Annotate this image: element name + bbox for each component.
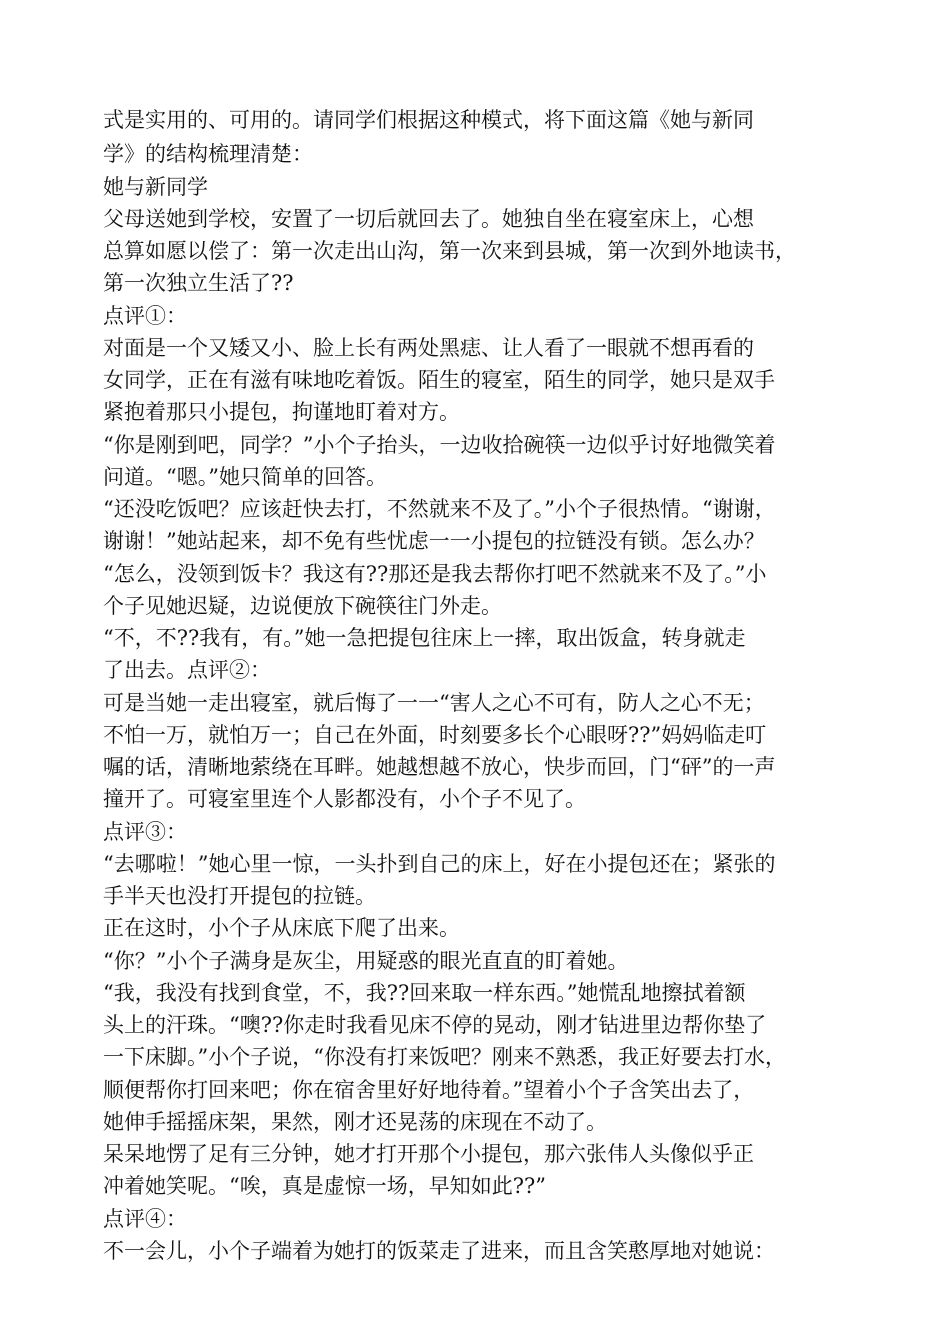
- comment-label: 点评④：: [103, 1207, 187, 1231]
- text-line: 不怕一万，就怕万一；自己在外面，时刻要多长个心眼呀??”妈妈临走叮: [103, 723, 767, 747]
- text-line: “还没吃饭吧？应该赶快去打，不然就来不及了。”小个子很热情。“谢谢，: [103, 497, 776, 521]
- text-line: 问道。“嗯。”她只简单的回答。: [103, 465, 387, 489]
- text-line: 一下床脚。”小个子说，“你没有打来饭吧？刚来不熟悉，我正好要去打水，: [103, 1045, 786, 1069]
- text-line: 可是当她一走出寝室，就后悔了一一“害人之心不可有，防人之心不无；: [103, 691, 765, 715]
- text-line: 正在这时，小个子从床底下爬了出来。: [103, 916, 460, 940]
- text-line: 手半天也没打开提包的拉链。: [103, 884, 376, 908]
- section-title: 她与新同学: [103, 175, 208, 199]
- text-line: 呆呆地愣了足有三分钟，她才打开那个小提包，那六张伟人头像似乎正: [103, 1142, 754, 1166]
- text-line: 总算如愿以偿了：第一次走出山沟，第一次来到县城，第一次到外地读书，: [103, 239, 796, 263]
- text-line: 第一次独立生活了??: [103, 271, 294, 295]
- text-line: 撞开了。可寝室里连个人影都没有，小个子不见了。: [103, 787, 586, 811]
- text-line: “怎么，没领到饭卡？我这有??那还是我去帮你打吧不然就来不及了。”小: [103, 562, 767, 586]
- text-line: 学》的结构梳理清楚：: [103, 142, 313, 166]
- text-line: 头上的汗珠。“噢??你走时我看见床不停的晃动，刚才钻进里边帮你垫了: [103, 1013, 767, 1037]
- text-line: 对面是一个又矮又小、脸上长有两处黑痣、让人看了一眼就不想再看的: [103, 336, 754, 360]
- text-line: 父母送她到学校，安置了一切后就回去了。她独自坐在寝室床上，心想: [103, 207, 754, 231]
- text-line: “你是刚到吧，同学？”小个子抬头，一边收拾碗筷一边似乎讨好地微笑着: [103, 433, 776, 457]
- text-line: “不，不??我有，有。”她一急把提包往床上一摔，取出饭盒，转身就走: [103, 626, 746, 650]
- text-line: 谢谢！”她站起来，却不免有些忧虑一一小提包的拉链没有锁。怎么办？: [103, 529, 765, 553]
- text-line: 女同学，正在有滋有味地吃着饭。陌生的寝室，陌生的同学，她只是双手: [103, 368, 775, 392]
- text-line: “你？”小个子满身是灰尘，用疑惑的眼光直直的盯着她。: [103, 949, 629, 973]
- comment-label: 点评③：: [103, 820, 187, 844]
- text-line: “我，我没有找到食堂，不，我??回来取一样东西。”她慌乱地擦拭着额: [103, 981, 746, 1005]
- text-line: 式是实用的、可用的。请同学们根据这种模式，将下面这篇《她与新同: [103, 108, 754, 132]
- text-line: “去哪啦！”她心里一惊，一头扑到自己的床上，好在小提包还在；紧张的: [103, 852, 776, 876]
- text-line: 顺便帮你打回来吧；你在宿舍里好好地待着。”望着小个子含笑出去了，: [103, 1078, 755, 1102]
- text-line: 紧抱着那只小提包，拘谨地盯着对方。: [103, 400, 460, 424]
- text-line: 嘱的话，清晰地萦绕在耳畔。她越想越不放心，快步而回，门“砰”的一声: [103, 755, 776, 779]
- comment-label: 点评①：: [103, 304, 187, 328]
- text-line: 冲着她笑呢。“唉，真是虚惊一场，早知如此??”: [103, 1174, 546, 1198]
- text-line: 不一会儿，小个子端着为她打的饭菜走了进来，而且含笑憨厚地对她说：: [103, 1239, 775, 1263]
- text-line: 了出去。点评②：: [103, 658, 271, 682]
- text-line: 个子见她迟疑，边说便放下碗筷往门外走。: [103, 594, 502, 618]
- text-line: 她伸手摇摇床架，果然，刚才还晃荡的床现在不动了。: [103, 1110, 607, 1134]
